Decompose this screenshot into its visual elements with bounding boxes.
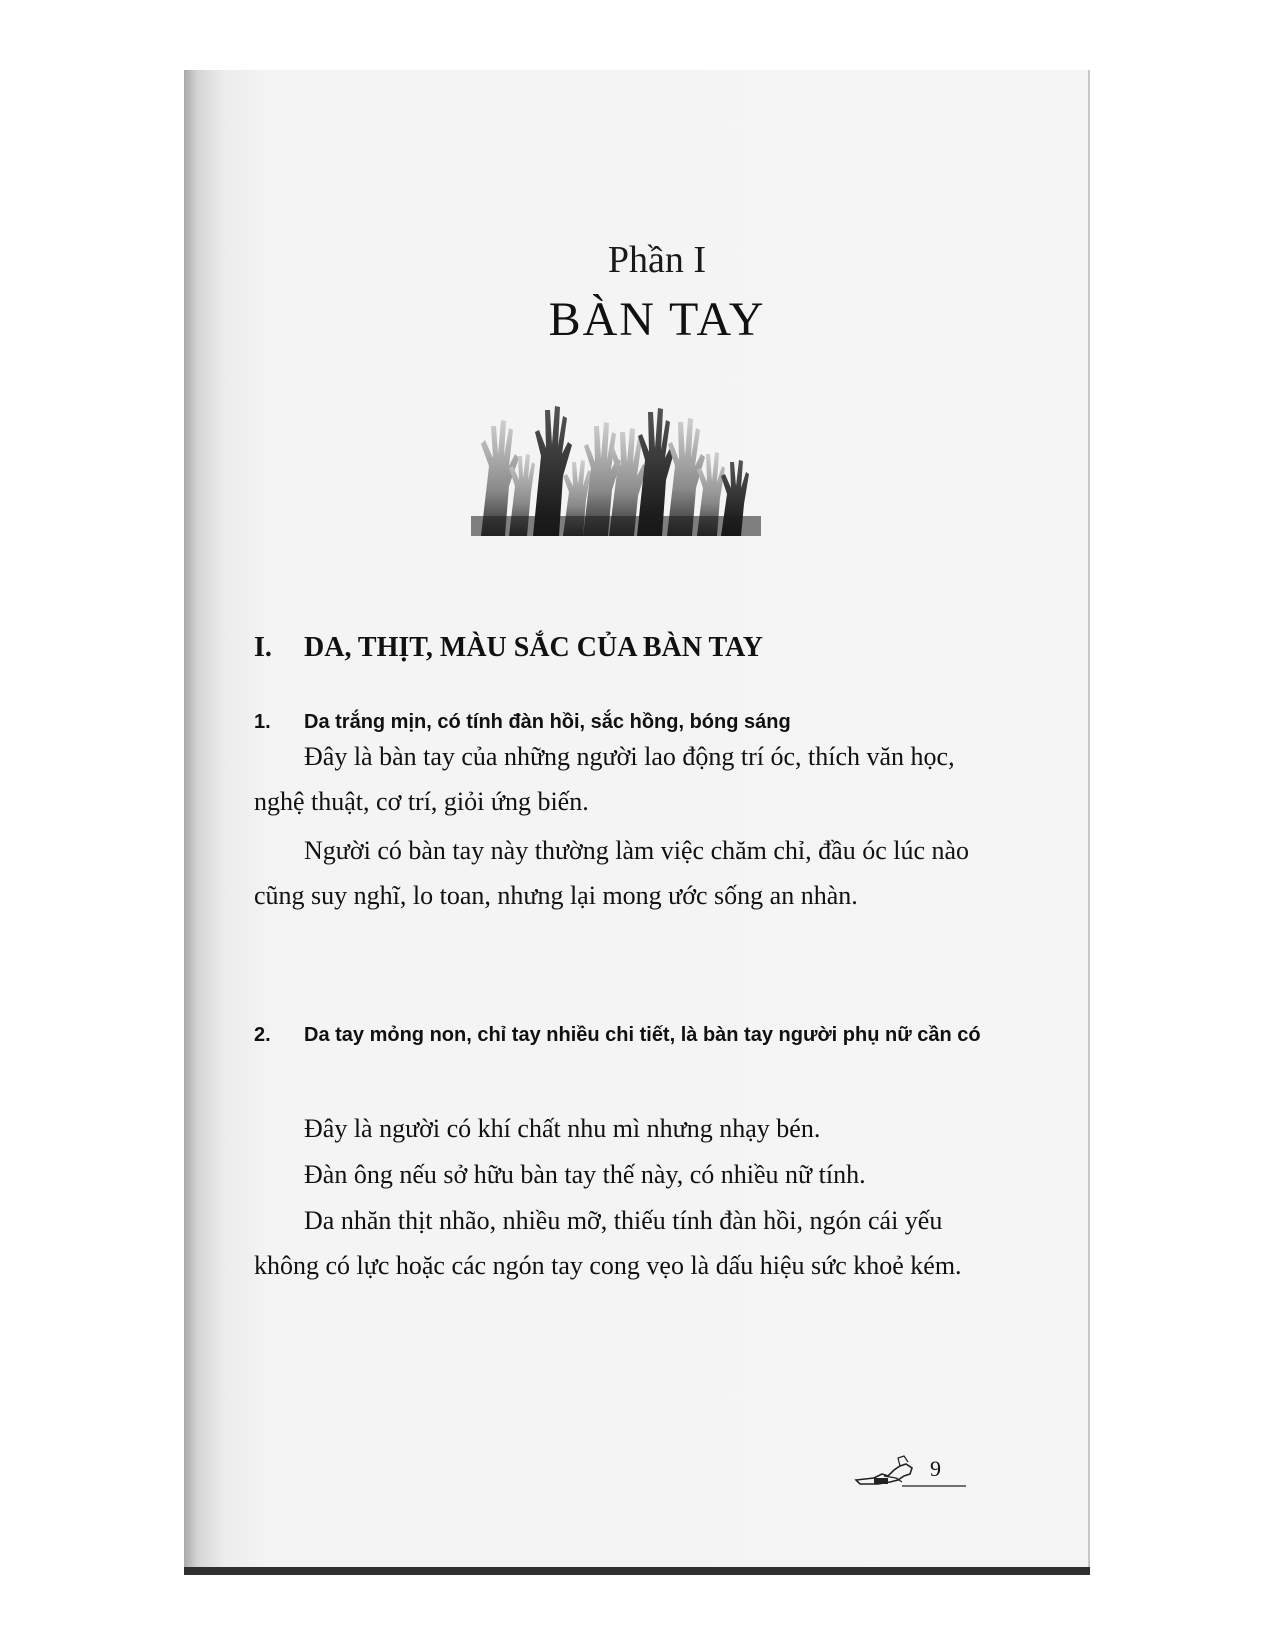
section-heading — [254, 632, 1034, 664]
subsection-title-2: Da tay mỏng non, chỉ tay nhiều chi tiết, là bàn tay người phụ nữ cần có — [304, 1024, 981, 1046]
paragraph: Da nhăn thịt nhão, nhiều mỡ, thiếu tính đàn hồi, ngón cái yếu không có lực hoặc các ngón tay cong vẹo là dấu hiệu sức khoẻ kém. — [254, 1206, 962, 1280]
paragraph: Đây là bàn tay của những người lao động trí óc, thích văn học, nghệ thuật, cơ trí, giỏi ứng biến. — [254, 742, 955, 816]
page-number: 9 — [930, 1456, 941, 1481]
raised-hands-illustration — [471, 396, 761, 536]
part-title: BÀN TAY — [548, 293, 766, 346]
subsection-title-1: Da trắng mịn, có tính đàn hồi, sắc hồng, bóng sáng — [304, 711, 791, 733]
page-footer — [854, 1454, 994, 1494]
sleeves-shadow — [471, 516, 761, 536]
paragraph: Người có bàn tay này thường làm việc chăm chỉ, đầu óc lúc nào cũng suy nghĩ, lo toan, nhưng lại mong ước sống an nhàn. — [254, 836, 970, 910]
section-title: DA, THỊT, MÀU SẮC CỦA BÀN TAY — [304, 632, 763, 663]
subsection-number-1: 1. — [254, 711, 271, 733]
paragraph: Đây là người có khí chất nhu mì nhưng nhạy bén. — [304, 1114, 821, 1143]
part-label: Phần I — [607, 239, 707, 281]
paragraph: Đàn ông nếu sở hữu bàn tay thế này, có nhiều nữ tính. — [304, 1160, 866, 1189]
section-number: I. — [254, 632, 272, 663]
page-bottom-edge — [184, 1567, 1090, 1575]
page-number-underline — [854, 1454, 994, 1494]
book-page — [184, 70, 1090, 1575]
subsection-heading-2 — [254, 1013, 984, 1058]
subsection-number-2: 2. — [254, 1024, 271, 1046]
